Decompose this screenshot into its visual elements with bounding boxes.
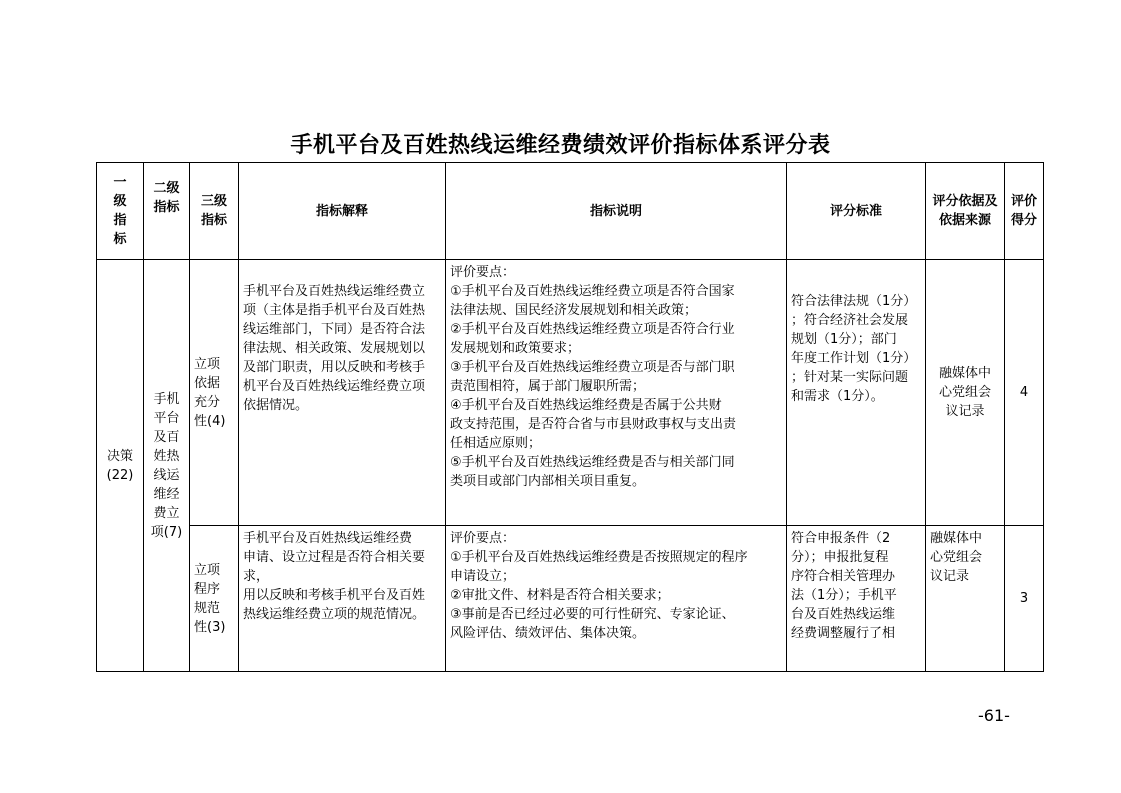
page-title: 手机平台及百姓热线运维经费绩效评价指标体系评分表: [290, 133, 831, 158]
header-row: [97, 163, 1044, 260]
score-cell: 3: [1005, 526, 1044, 672]
header-level2: 二级 指标: [144, 163, 190, 260]
table-row: [97, 526, 1044, 672]
basis-cell: 融媒体中 心党组会 议记录: [926, 526, 1005, 672]
level1-cell: 决策 (22): [97, 260, 144, 672]
header-basis: 评分依据及 依据来源: [926, 163, 1005, 260]
explanation-cell: 手机平台及百姓热线运维经费 申请、设立过程是否符合相关要求， 用以反映和考核手机平台及百姓 热线运维经费立项的规范情况。: [239, 526, 446, 672]
description-cell: 评价要点： ①手机平台及百姓热线运维经费是否按照规定的程序 申请设立； ②审批文件、材料是否符合相关要求； ③事前是否已经过必要的可行性研究、专家论证、 风险评估、绩效评估、集体决策。: [446, 526, 787, 672]
header-level1: 一 级 指 标: [97, 163, 144, 260]
table-row: [97, 260, 1044, 526]
level3-cell: 立项 程序 规范 性(3): [190, 526, 239, 672]
header-level3: 三级 指标: [190, 163, 239, 260]
score-cell: 4: [1005, 260, 1044, 526]
page-number: -61-: [978, 706, 1010, 725]
header-standard: 评分标准: [787, 163, 926, 260]
scoring-table: [96, 162, 1044, 672]
standard-cell: 符合法律法规（1分） ；符合经济社会发展 规划（1分）；部门 年度工作计划（1分） ；针对某一实际问题 和需求（1分）。: [787, 260, 926, 526]
standard-cell: 符合申报条件（2 分）；申报批复程 序符合相关管理办 法（1分）；手机平 台及百姓热线运维 经费调整履行了相: [787, 526, 926, 672]
level2-cell: 手机 平台 及百 姓热 线运 维经 费立 项(7): [144, 260, 190, 672]
basis-cell: 融媒体中 心党组会 议记录: [926, 260, 1005, 526]
header-explanation: 指标解释: [239, 163, 446, 260]
header-description: 指标说明: [446, 163, 787, 260]
description-cell: 评价要点： ①手机平台及百姓热线运维经费立项是否符合国家 法律法规、国民经济发展规划和相关政策； ②手机平台及百姓热线运维经费立项是否符合行业 发展规划和政策要求； ③手机平台及百姓热线运维经费立项是否与部门职 责范围相符，属于部门履职所需； ④手机平台及百姓热线运维经费是否属于公共财 政支持范围，是否符合省与市县财政事权与支出责 任相适应原则； ⑤手机平台及百姓热线运维经费是否与相关部门同 类项目或部门内部相关项目重复。: [446, 260, 787, 526]
explanation-cell: 手机平台及百姓热线运维经费立 项（主体是指手机平台及百姓热 线运维部门，下同）是否符合法 律法规、相关政策、发展规划以 及部门职责，用以反映和考核手 机平台及百姓热线运维经费立项 依据情况。: [239, 260, 446, 526]
level3-cell: 立项 依据 充分 性(4): [190, 260, 239, 526]
header-score: 评价 得分: [1005, 163, 1044, 260]
